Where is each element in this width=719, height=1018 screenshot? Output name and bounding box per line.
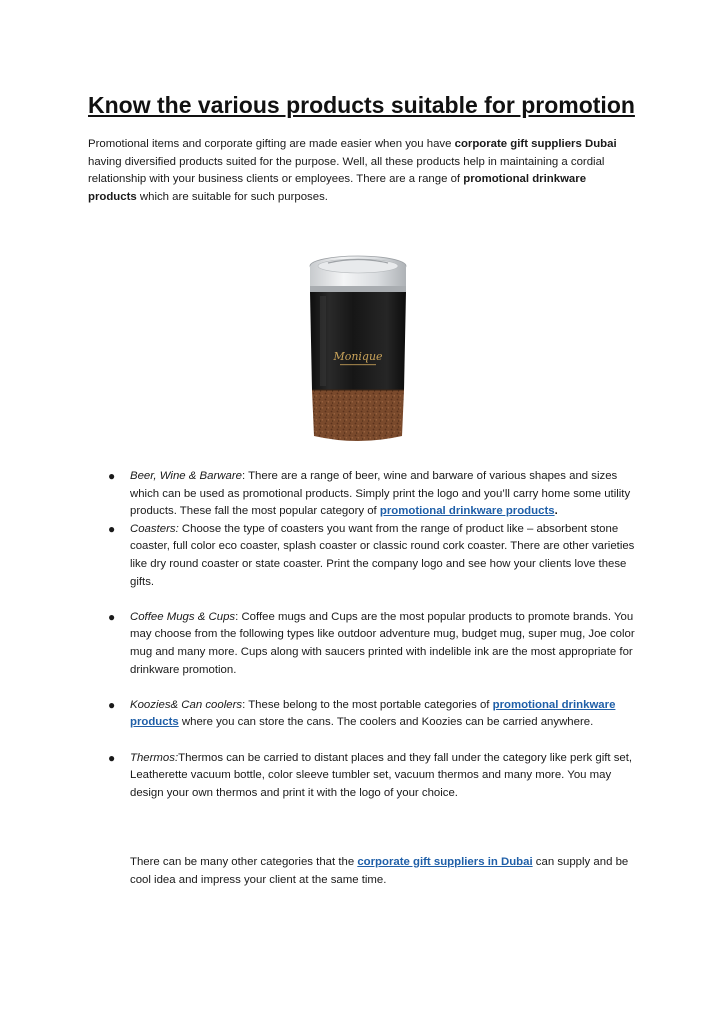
bullet-icon: ● — [108, 697, 116, 712]
closing-paragraph — [130, 854, 636, 889]
product-category-list — [88, 468, 636, 802]
travel-mug-illustration — [288, 248, 428, 454]
category-text-after: where you can store the cans. The coolers and Koozies can be carried anywhere. — [178, 716, 594, 729]
bullet-icon: ● — [108, 750, 116, 765]
bullet-icon: ● — [108, 469, 116, 483]
page-title: Know the various products suitable for promotion — [88, 92, 635, 118]
bullet-icon: ● — [108, 609, 116, 624]
category-term: Coffee Mugs & Cups — [130, 610, 236, 623]
intro-bold-2: promotional drinkware products — [88, 173, 587, 203]
intro-text-1: Promotional items and corporate gifting are made easier when you have — [88, 138, 455, 150]
category-term: Beer, Wine & Barware — [130, 470, 242, 482]
category-text: : These belong to the most portable categories of — [242, 698, 493, 711]
closing-text-1: There can be many other categories that the — [130, 856, 358, 868]
list-item-coffee-mugs — [88, 609, 636, 679]
category-term: Koozies& Can coolers — [130, 698, 243, 711]
category-text: Choose the type of coasters you want from the range of product like – absorbent stone coaster, full color eco coaster, splash coaster or classic round cork coaster. There are other varieties like dry round coaster or state coaster. Print the company logo and see how your clients love these gifts. — [130, 522, 635, 588]
promotional-drinkware-link[interactable]: promotional drinkware products — [130, 698, 616, 729]
closing-text-2: can supply and be cool idea and impress your client at the same time. — [130, 856, 629, 886]
brand-logo-text: Monique — [333, 350, 383, 363]
document-page — [88, 88, 636, 886]
category-text-after: . — [554, 505, 558, 518]
promotional-drinkware-link[interactable]: promotional drinkware products — [379, 505, 555, 518]
list-item-thermos — [88, 750, 636, 803]
intro-paragraph — [88, 136, 636, 206]
product-image-travel-mug — [288, 248, 428, 454]
category-text: : Coffee mugs and Cups are the most popular products to promote brands. You may choose from the following types like outdoor adventure mug, budget mug, super mug, Joe color mug and many more. Cups along with saucers printed with indelible ink are the most appropriate for drinkware promotion. — [130, 610, 635, 676]
category-text: Thermos can be carried to distant places and they fall under the category like perk gift set, Leatherette vacuum bottle, color sleeve tumbler set, vacuum thermos and many more. You may design your own thermos and print it with the logo of your choice. — [130, 751, 633, 799]
category-text: : There are a range of beer, wine and barware of various shapes and sizes which can be used as promotional products. Simply print the logo and you’ll carry home some utility products. These fall the most popular category of — [130, 470, 631, 518]
corporate-gift-suppliers-link[interactable]: corporate gift suppliers in Dubai — [357, 856, 533, 868]
category-term: Thermos: — [130, 751, 179, 764]
list-item-koozies — [88, 697, 636, 732]
intro-bold-1: corporate gift suppliers Dubai — [454, 138, 617, 150]
intro-text-3: which are suitable for such purposes. — [136, 190, 328, 203]
bullet-icon: ● — [108, 521, 116, 536]
category-term: Coasters: — [130, 522, 179, 535]
list-item-beer-wine-barware — [88, 468, 636, 521]
list-item-coasters — [88, 521, 636, 591]
intro-text-2: having diversified products suited for the purpose. Well, all these products help in maintaining a cordial relationship with your business clients or employees. There are a range of — [88, 155, 605, 186]
